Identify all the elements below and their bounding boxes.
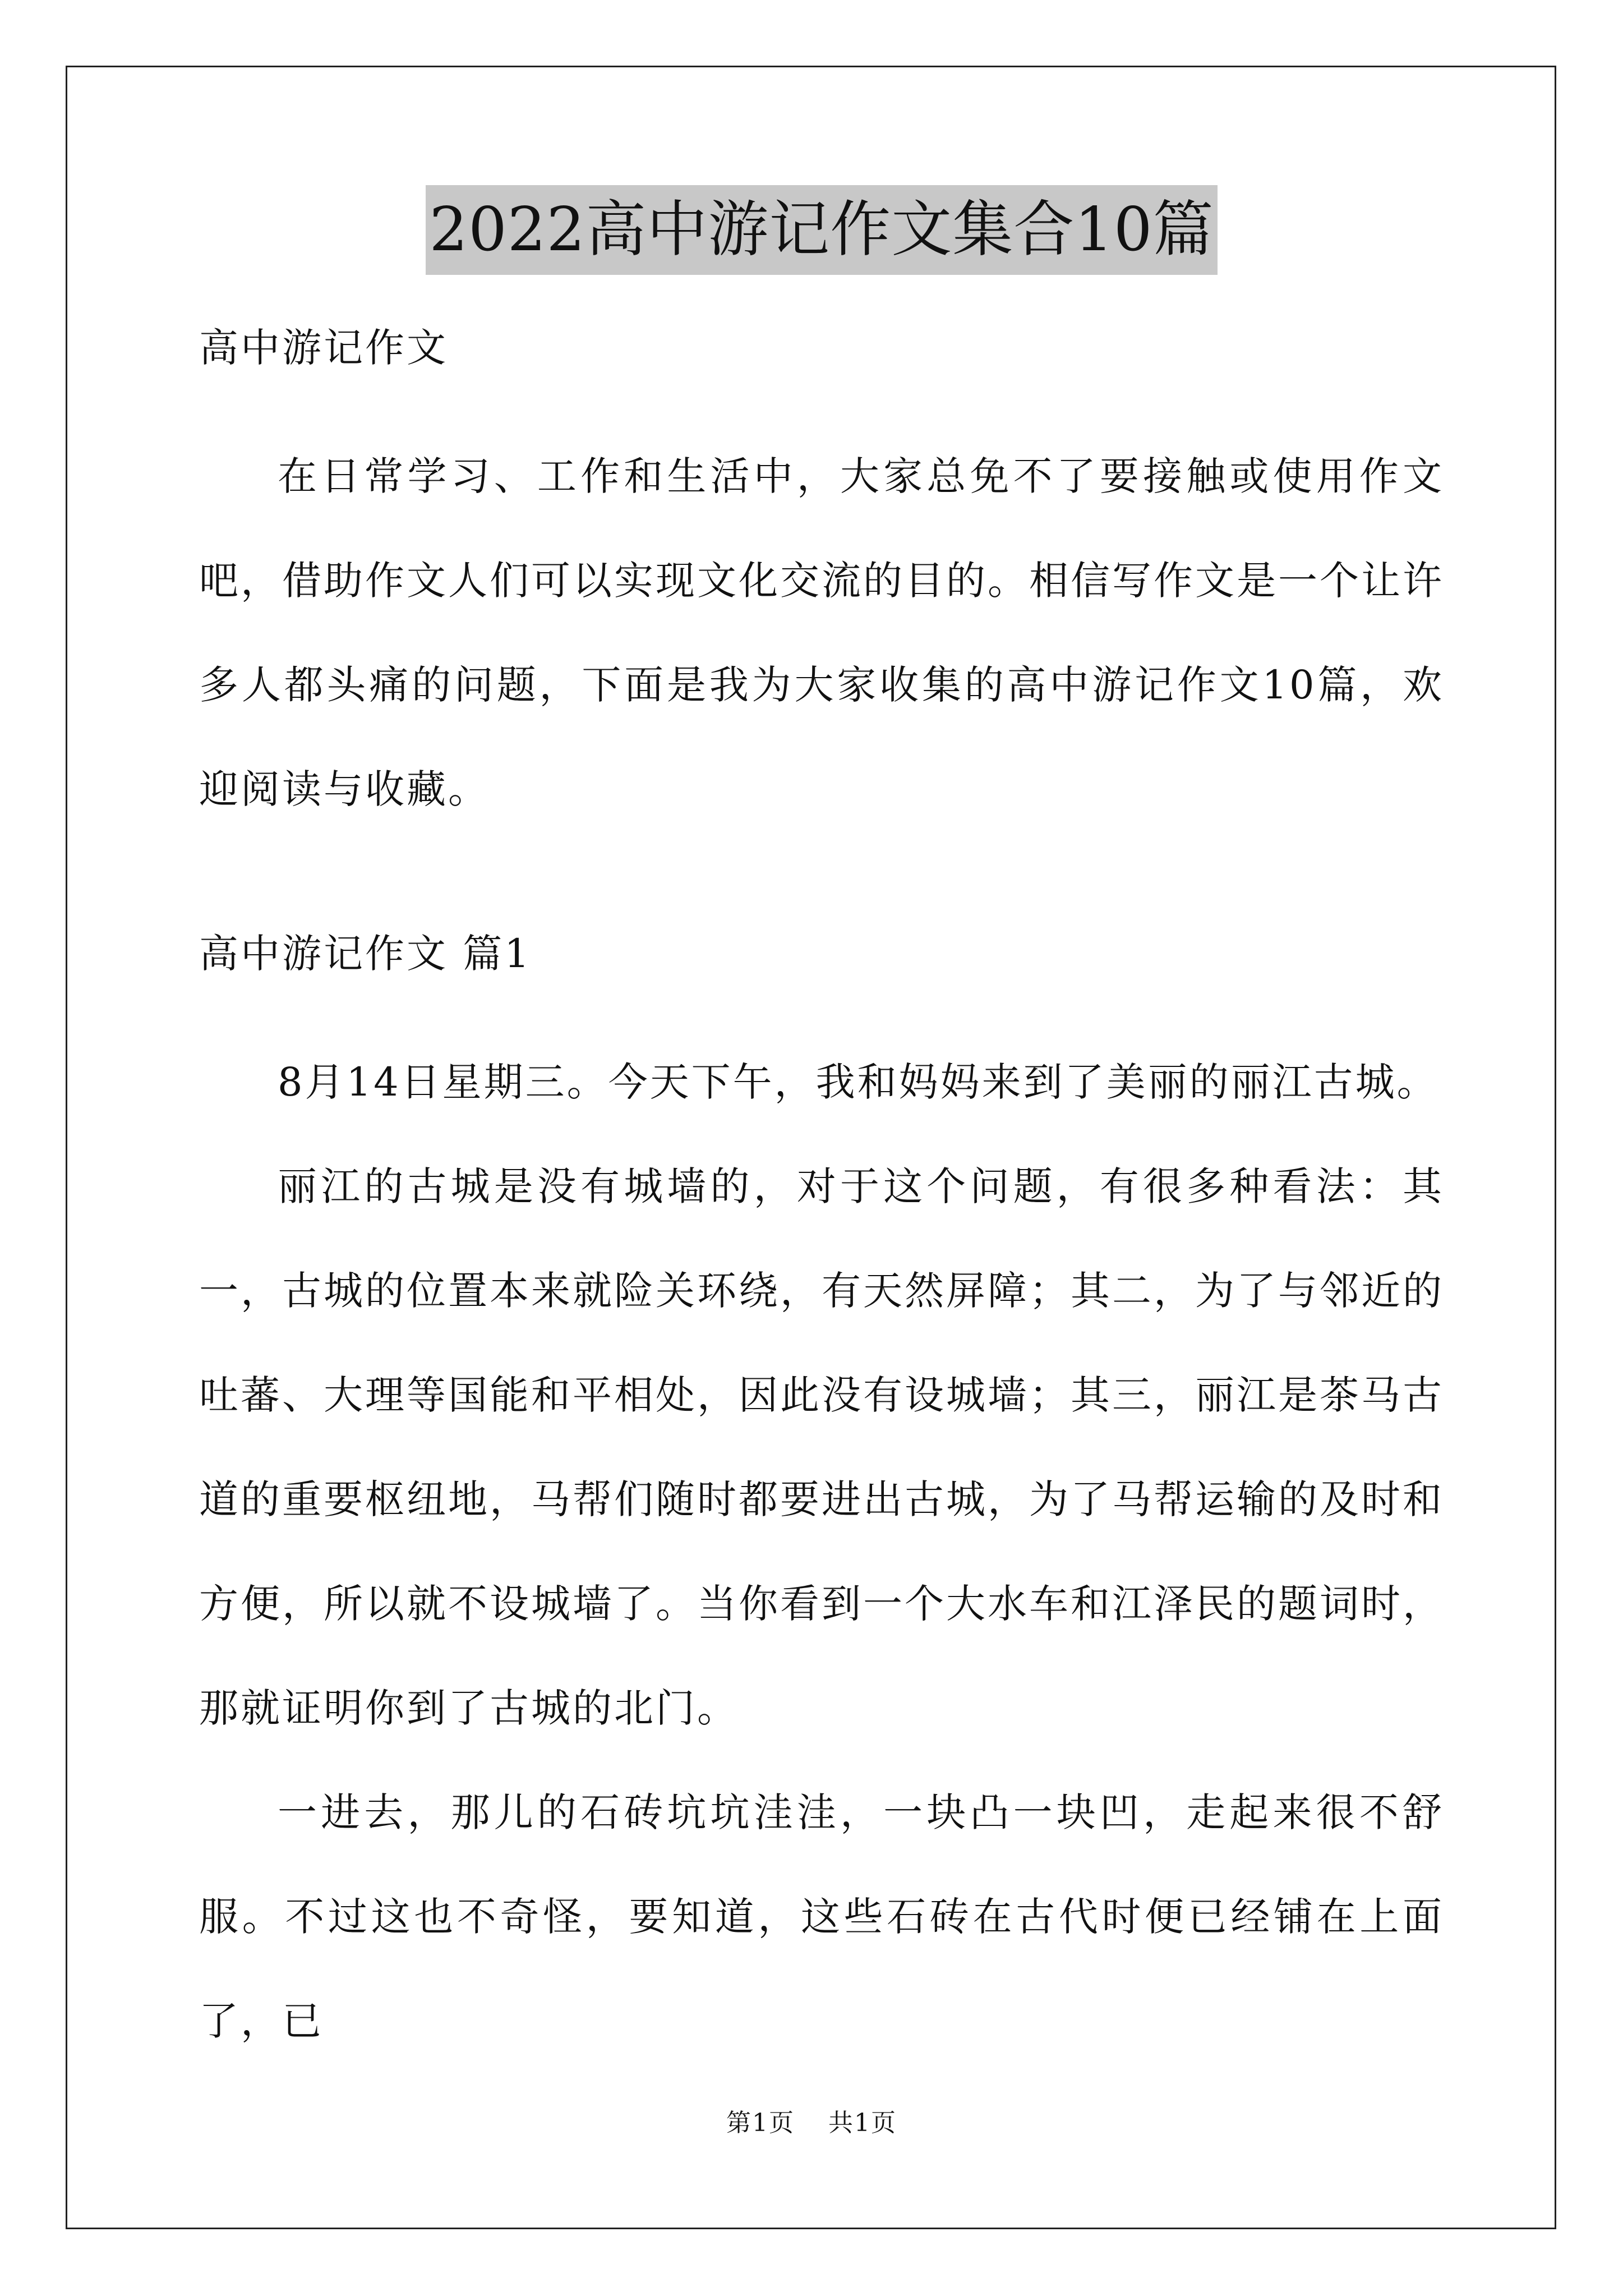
body-paragraph: 一进去，那儿的石砖坑坑洼洼，一块凸一块凹，走起来很不舒服。不过这也不奇怪，要知道，这些石砖在古代时便已经铺在上面了，已 bbox=[199, 1789, 1444, 2044]
page-number-total: 共1页 bbox=[828, 2109, 897, 2137]
body-paragraph: 丽江的古城是没有城墙的，对于这个问题，有很多种看法：其一，古城的位置本来就险关环绕，有天然屏障；其二，为了与邻近的吐蕃、大理等国能和平相处，因此没有设城墙；其三，丽江是茶马古道的重要枢纽地，马帮们随时都要进出古城，为了马帮运输的及时和方便，所以就不设城墙了。当你看到一个大水车和江泽民的题词时，那就证明你到了古城的北门。 bbox=[199, 1163, 1444, 1731]
page-footer bbox=[0, 2106, 1623, 2140]
document-title[interactable]: 2022高中游记作文集合10篇 bbox=[426, 185, 1217, 275]
page-number-current: 第1页 bbox=[726, 2109, 795, 2137]
document-body bbox=[199, 185, 1444, 2073]
section-label: 高中游记作文 bbox=[199, 325, 448, 371]
body-paragraph: 8月14日星期三。今天下午，我和妈妈来到了美丽的丽江古城。 bbox=[278, 1059, 1438, 1105]
title-container bbox=[199, 185, 1444, 297]
chapter-heading: 高中游记作文 篇1 bbox=[199, 931, 532, 977]
intro-paragraph: 在日常学习、工作和生活中，大家总免不了要接触或使用作文吧，借助作文人们可以实现文化交流的目的。相信写作文是一个让许多人都头痛的问题，下面是我为大家收集的高中游记作文10篇，欢迎阅读与收藏。 bbox=[199, 453, 1444, 812]
